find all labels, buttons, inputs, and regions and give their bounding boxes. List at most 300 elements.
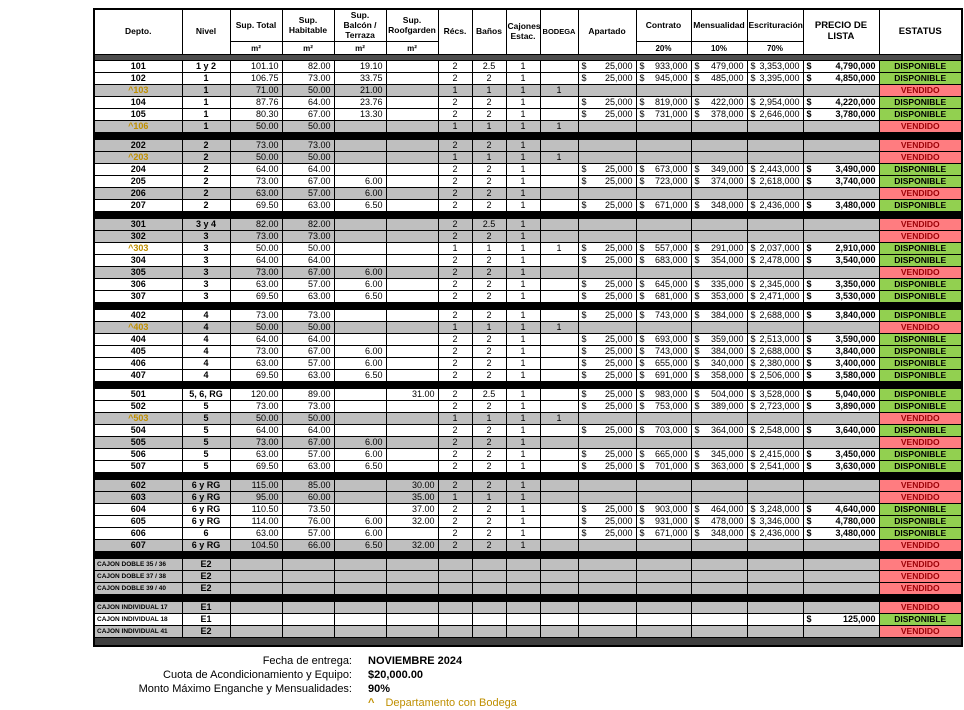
currency-symbol: $ — [581, 176, 587, 187]
table-row — [94, 255, 962, 267]
cell-sup-total: 63.00 — [230, 528, 282, 540]
amount: 25,000 — [604, 528, 633, 539]
cell-bodega — [540, 614, 578, 626]
bodega-marker-caret: ^ — [368, 697, 375, 710]
cell-sup-total: 50.00 — [230, 413, 282, 425]
currency-symbol: $ — [694, 255, 700, 266]
cell-apartado — [578, 109, 636, 121]
currency-symbol: $ — [750, 504, 756, 515]
cell-contrato — [636, 583, 691, 595]
cell-sup-roofgarden: 35.00 — [386, 492, 438, 504]
cell-recs: 2 — [438, 164, 472, 176]
status-badge: VENDIDO — [879, 413, 962, 425]
cell-mensualidad — [691, 97, 747, 109]
cell-sup-balcon-terraza: 6.00 — [334, 267, 386, 279]
cell-precio-lista — [803, 389, 879, 401]
cell-apartado — [578, 73, 636, 85]
table-row — [94, 231, 962, 243]
amount: 384,000 — [710, 346, 744, 357]
cell-escrituracion — [747, 480, 803, 492]
currency-symbol: $ — [581, 279, 587, 290]
cell-escrituracion — [747, 188, 803, 200]
cell-sup-balcon-terraza — [334, 504, 386, 516]
currency-symbol: $ — [581, 164, 587, 175]
amount: 671,000 — [654, 528, 688, 539]
amount: 354,000 — [710, 255, 744, 266]
cell-escrituracion — [747, 152, 803, 164]
cell-contrato — [636, 322, 691, 334]
amount: 25,000 — [604, 176, 633, 187]
cell-sup-habitable: 73.00 — [282, 310, 334, 322]
amount: 4,220,000 — [835, 97, 876, 108]
currency-symbol: $ — [750, 449, 756, 460]
cell-bodega — [540, 140, 578, 152]
amount: 3,890,000 — [835, 401, 876, 412]
status-badge: VENDIDO — [879, 540, 962, 552]
cell-bodega — [540, 401, 578, 413]
cell-sup-habitable: 73.00 — [282, 231, 334, 243]
status-badge: VENDIDO — [879, 626, 962, 638]
cell-banos: 2 — [472, 504, 506, 516]
cell-escrituracion — [747, 413, 803, 425]
cell-cajones-estac: 1 — [506, 480, 540, 492]
table-row — [94, 176, 962, 188]
amount: 3,590,000 — [835, 334, 876, 345]
footer-line — [0, 682, 964, 696]
cell-recs: 2 — [438, 437, 472, 449]
amount: 557,000 — [654, 243, 688, 254]
currency-symbol: $ — [694, 528, 700, 539]
cell-cajones-estac: 1 — [506, 401, 540, 413]
cell-sup-habitable: 67.00 — [282, 346, 334, 358]
cell-nivel: 6 — [182, 528, 230, 540]
cell-mensualidad — [691, 164, 747, 176]
currency-symbol: $ — [750, 200, 756, 211]
cell-sup-total: 64.00 — [230, 164, 282, 176]
cell-recs: 2 — [438, 425, 472, 437]
cell-depto: 505 — [94, 437, 182, 449]
cell-nivel: 5 — [182, 425, 230, 437]
status-badge: DISPONIBLE — [879, 291, 962, 303]
status-badge: DISPONIBLE — [879, 425, 962, 437]
cell-banos: 2 — [472, 200, 506, 212]
cell-contrato — [636, 61, 691, 73]
amount: 125,000 — [842, 614, 876, 625]
cell-mensualidad — [691, 121, 747, 133]
cell-mensualidad — [691, 73, 747, 85]
cell-sup-total — [230, 571, 282, 583]
cell-recs — [438, 571, 472, 583]
status-badge: VENDIDO — [879, 571, 962, 583]
cell-sup-roofgarden — [386, 164, 438, 176]
cell-recs: 2 — [438, 219, 472, 231]
cell-escrituracion — [747, 176, 803, 188]
cell-sup-balcon-terraza: 6.00 — [334, 279, 386, 291]
cell-bodega — [540, 571, 578, 583]
cell-escrituracion — [747, 389, 803, 401]
cell-precio-lista — [803, 219, 879, 231]
currency-symbol: $ — [806, 73, 812, 84]
cell-sup-habitable: 63.00 — [282, 461, 334, 473]
cell-sup-balcon-terraza: 6.50 — [334, 370, 386, 382]
cell-mensualidad — [691, 85, 747, 97]
col-header-apartado: Apartado — [578, 9, 636, 55]
cell-sup-balcon-terraza: 23.76 — [334, 97, 386, 109]
cell-sup-habitable: 64.00 — [282, 334, 334, 346]
amount: 3,540,000 — [835, 255, 876, 266]
amount: 2,688,000 — [759, 346, 800, 357]
cell-sup-habitable: 67.00 — [282, 176, 334, 188]
amount: 655,000 — [654, 358, 688, 369]
col-header-cajones-estac: Cajones Estac. — [506, 9, 540, 55]
cell-nivel: 5 — [182, 449, 230, 461]
cell-cajones-estac — [506, 602, 540, 614]
amount: 945,000 — [654, 73, 688, 84]
cell-precio-lista — [803, 61, 879, 73]
currency-symbol: $ — [694, 73, 700, 84]
amount: 25,000 — [604, 73, 633, 84]
cell-recs: 2 — [438, 358, 472, 370]
cell-cajones-estac: 1 — [506, 437, 540, 449]
cell-mensualidad — [691, 334, 747, 346]
amount: 691,000 — [654, 370, 688, 381]
cell-sup-roofgarden — [386, 121, 438, 133]
cell-banos: 2 — [472, 437, 506, 449]
status-badge: DISPONIBLE — [879, 255, 962, 267]
amount: 485,000 — [710, 73, 744, 84]
amount: 4,640,000 — [835, 504, 876, 515]
cell-escrituracion — [747, 97, 803, 109]
amount: 903,000 — [654, 504, 688, 515]
cell-apartado — [578, 480, 636, 492]
cell-sup-total: 73.00 — [230, 346, 282, 358]
cell-precio-lista — [803, 140, 879, 152]
cell-cajones-estac: 1 — [506, 85, 540, 97]
table-row — [94, 626, 962, 638]
table-row — [94, 437, 962, 449]
currency-symbol: $ — [750, 401, 756, 412]
table-row — [94, 528, 962, 540]
cell-bodega — [540, 176, 578, 188]
currency-symbol: $ — [639, 291, 645, 302]
cell-sup-habitable: 63.00 — [282, 370, 334, 382]
cell-apartado — [578, 61, 636, 73]
cell-apartado — [578, 140, 636, 152]
cell-apartado — [578, 492, 636, 504]
cell-apartado — [578, 219, 636, 231]
cell-cajones-estac: 1 — [506, 255, 540, 267]
cell-depto: 502 — [94, 401, 182, 413]
cell-banos: 1 — [472, 413, 506, 425]
cell-apartado — [578, 401, 636, 413]
cell-apartado — [578, 425, 636, 437]
cell-sup-balcon-terraza: 6.00 — [334, 516, 386, 528]
cell-sup-habitable: 50.00 — [282, 243, 334, 255]
cell-banos: 1 — [472, 492, 506, 504]
currency-symbol: $ — [639, 461, 645, 472]
cell-precio-lista — [803, 346, 879, 358]
cell-sup-balcon-terraza — [334, 425, 386, 437]
currency-symbol: $ — [581, 200, 587, 211]
cell-apartado — [578, 188, 636, 200]
cell-nivel: 5 — [182, 401, 230, 413]
footer-value-cuota: $20,000.00 — [368, 669, 424, 682]
cell-sup-roofgarden — [386, 61, 438, 73]
table-row — [94, 152, 962, 164]
cell-contrato — [636, 200, 691, 212]
currency-symbol: $ — [639, 528, 645, 539]
cell-escrituracion — [747, 346, 803, 358]
cell-cajones-estac: 1 — [506, 310, 540, 322]
amount: 3,780,000 — [835, 109, 876, 120]
cell-precio-lista — [803, 602, 879, 614]
amount: 3,450,000 — [835, 449, 876, 460]
cell-sup-total: 82.00 — [230, 219, 282, 231]
cell-sup-habitable: 67.00 — [282, 437, 334, 449]
status-badge: DISPONIBLE — [879, 528, 962, 540]
cell-recs: 2 — [438, 279, 472, 291]
cell-sup-balcon-terraza — [334, 602, 386, 614]
cell-sup-roofgarden — [386, 559, 438, 571]
cell-precio-lista — [803, 176, 879, 188]
cell-bodega — [540, 370, 578, 382]
cell-bodega — [540, 73, 578, 85]
cell-apartado — [578, 571, 636, 583]
cell-escrituracion — [747, 614, 803, 626]
cell-contrato — [636, 492, 691, 504]
group-separator-bar — [94, 133, 962, 140]
cell-cajones-estac — [506, 571, 540, 583]
cell-precio-lista — [803, 322, 879, 334]
cell-sup-roofgarden — [386, 370, 438, 382]
amount: 2,415,000 — [759, 449, 800, 460]
amount: 340,000 — [710, 358, 744, 369]
cell-apartado — [578, 255, 636, 267]
cell-precio-lista — [803, 243, 879, 255]
cell-mensualidad — [691, 389, 747, 401]
currency-symbol: $ — [694, 310, 700, 321]
footer-line — [0, 668, 964, 682]
cell-cajones-estac: 1 — [506, 346, 540, 358]
cell-recs: 2 — [438, 528, 472, 540]
cell-sup-balcon-terraza — [334, 571, 386, 583]
table-row — [94, 425, 962, 437]
currency-symbol: $ — [639, 73, 645, 84]
cell-sup-total: 73.00 — [230, 401, 282, 413]
amount: 723,000 — [654, 176, 688, 187]
cell-contrato — [636, 140, 691, 152]
cell-banos: 2.5 — [472, 389, 506, 401]
cell-sup-total — [230, 559, 282, 571]
status-badge: VENDIDO — [879, 231, 962, 243]
cell-precio-lista — [803, 480, 879, 492]
amount: 378,000 — [710, 109, 744, 120]
cell-sup-roofgarden: 37.00 — [386, 504, 438, 516]
amount: 422,000 — [710, 97, 744, 108]
cell-depto: 604 — [94, 504, 182, 516]
cell-bodega — [540, 437, 578, 449]
cell-sup-total: 115.00 — [230, 480, 282, 492]
cell-apartado — [578, 267, 636, 279]
cell-depto: ^103 — [94, 85, 182, 97]
cell-bodega — [540, 358, 578, 370]
status-badge: DISPONIBLE — [879, 389, 962, 401]
cell-escrituracion — [747, 437, 803, 449]
cell-escrituracion — [747, 516, 803, 528]
cell-nivel: E2 — [182, 626, 230, 638]
currency-symbol: $ — [806, 279, 812, 290]
cell-contrato — [636, 109, 691, 121]
cell-recs: 2 — [438, 231, 472, 243]
status-badge: DISPONIBLE — [879, 310, 962, 322]
currency-symbol: $ — [806, 310, 812, 321]
col-subheader-m2: m² — [334, 42, 386, 55]
currency-symbol: $ — [806, 346, 812, 357]
amount: 681,000 — [654, 291, 688, 302]
cell-contrato — [636, 504, 691, 516]
amount: 3,630,000 — [835, 461, 876, 472]
col-subheader-m2: m² — [386, 42, 438, 55]
cell-mensualidad — [691, 200, 747, 212]
cell-bodega — [540, 188, 578, 200]
cell-sup-balcon-terraza: 6.50 — [334, 291, 386, 303]
table-row — [94, 334, 962, 346]
currency-symbol: $ — [639, 200, 645, 211]
cell-mensualidad — [691, 461, 747, 473]
cell-cajones-estac — [506, 559, 540, 571]
amount: 478,000 — [710, 516, 744, 527]
cell-precio-lista — [803, 437, 879, 449]
cell-apartado — [578, 322, 636, 334]
cell-bodega — [540, 97, 578, 109]
cell-sup-habitable: 50.00 — [282, 322, 334, 334]
cell-banos: 2 — [472, 528, 506, 540]
amount: 3,400,000 — [835, 358, 876, 369]
cell-precio-lista — [803, 85, 879, 97]
cell-sup-total: 63.00 — [230, 358, 282, 370]
amount: 2,513,000 — [759, 334, 800, 345]
table-row — [94, 492, 962, 504]
table-row — [94, 97, 962, 109]
cell-recs: 1 — [438, 243, 472, 255]
cell-banos: 2 — [472, 267, 506, 279]
table-row — [94, 370, 962, 382]
footer-label-enganche: Monto Máximo Enganche y Mensualidades: — [138, 683, 352, 696]
cell-sup-habitable: 57.00 — [282, 528, 334, 540]
cell-mensualidad — [691, 425, 747, 437]
cell-sup-habitable: 64.00 — [282, 97, 334, 109]
cell-sup-roofgarden — [386, 231, 438, 243]
currency-symbol: $ — [806, 370, 812, 381]
cell-contrato — [636, 449, 691, 461]
table-row — [94, 583, 962, 595]
status-badge: DISPONIBLE — [879, 449, 962, 461]
amount: 2,954,000 — [759, 97, 800, 108]
cell-sup-balcon-terraza: 21.00 — [334, 85, 386, 97]
cell-precio-lista — [803, 188, 879, 200]
amount: 25,000 — [604, 164, 633, 175]
amount: 291,000 — [710, 243, 744, 254]
cell-precio-lista — [803, 334, 879, 346]
cell-banos: 2 — [472, 346, 506, 358]
cell-nivel: 3 y 4 — [182, 219, 230, 231]
group-separator-bar — [94, 552, 962, 559]
cell-contrato — [636, 176, 691, 188]
amount: 2,723,000 — [759, 401, 800, 412]
cell-mensualidad — [691, 176, 747, 188]
status-badge: VENDIDO — [879, 85, 962, 97]
currency-symbol: $ — [639, 334, 645, 345]
col-header-sup-habitable: Sup. Habitable — [282, 9, 334, 42]
cell-recs: 2 — [438, 188, 472, 200]
cell-nivel: 6 y RG — [182, 480, 230, 492]
status-badge: DISPONIBLE — [879, 97, 962, 109]
amount: 25,000 — [604, 346, 633, 357]
cell-recs: 2 — [438, 449, 472, 461]
amount: 665,000 — [654, 449, 688, 460]
cell-sup-total: 63.00 — [230, 449, 282, 461]
amount: 25,000 — [604, 425, 633, 436]
cell-cajones-estac — [506, 626, 540, 638]
cell-nivel: 4 — [182, 370, 230, 382]
cell-sup-roofgarden: 30.00 — [386, 480, 438, 492]
amount: 3,490,000 — [835, 164, 876, 175]
amount: 2,910,000 — [835, 243, 876, 254]
cell-contrato — [636, 73, 691, 85]
cell-escrituracion — [747, 401, 803, 413]
col-header-sup-total: Sup. Total — [230, 9, 282, 42]
cell-mensualidad — [691, 140, 747, 152]
cell-bodega — [540, 504, 578, 516]
cell-sup-total: 80.30 — [230, 109, 282, 121]
cell-banos — [472, 626, 506, 638]
amount: 3,480,000 — [835, 528, 876, 539]
cell-sup-total: 73.00 — [230, 310, 282, 322]
cell-apartado — [578, 291, 636, 303]
amount: 3,480,000 — [835, 200, 876, 211]
cell-precio-lista — [803, 370, 879, 382]
amount: 2,688,000 — [759, 310, 800, 321]
cell-sup-roofgarden — [386, 219, 438, 231]
cell-precio-lista — [803, 267, 879, 279]
cell-sup-roofgarden — [386, 322, 438, 334]
cell-precio-lista — [803, 164, 879, 176]
group-separator-bar — [94, 473, 962, 480]
table-row — [94, 279, 962, 291]
cell-banos: 2 — [472, 516, 506, 528]
cell-bodega — [540, 346, 578, 358]
cell-sup-habitable: 73.00 — [282, 401, 334, 413]
cell-cajones-estac: 1 — [506, 243, 540, 255]
cell-cajones-estac: 1 — [506, 370, 540, 382]
group-separator-bar — [94, 595, 962, 602]
cell-bodega — [540, 279, 578, 291]
cell-sup-habitable: 57.00 — [282, 279, 334, 291]
cell-depto: 606 — [94, 528, 182, 540]
cell-sup-roofgarden — [386, 267, 438, 279]
cell-sup-habitable — [282, 559, 334, 571]
cell-escrituracion — [747, 231, 803, 243]
cell-sup-roofgarden — [386, 583, 438, 595]
cell-recs: 2 — [438, 401, 472, 413]
amount: 3,528,000 — [759, 389, 800, 400]
amount: 2,443,000 — [759, 164, 800, 175]
cell-sup-roofgarden — [386, 310, 438, 322]
cell-banos: 2 — [472, 358, 506, 370]
cell-nivel: E2 — [182, 571, 230, 583]
cell-apartado — [578, 176, 636, 188]
status-badge: DISPONIBLE — [879, 200, 962, 212]
